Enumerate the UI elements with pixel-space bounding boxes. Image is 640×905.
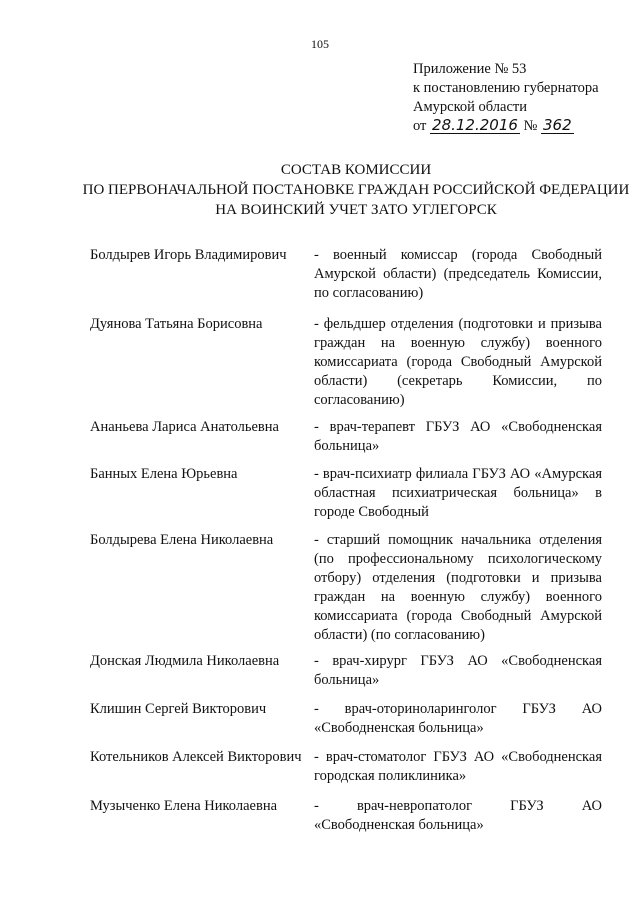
- member-role: - врач-хирург ГБУЗ АО «Свободненская больница»: [314, 653, 602, 688]
- appendix-line-1: Приложение № 53: [413, 61, 527, 77]
- appendix-line-3: Амурской области: [413, 99, 527, 115]
- member-name: Банных Елена Юрьевна: [90, 466, 238, 482]
- appendix-line-2: к постановлению губернатора: [413, 80, 599, 96]
- member-row: [90, 465, 602, 531]
- commission-members-list: [90, 246, 602, 837]
- member-role: - врач-невропатолог ГБУЗ АО «Свободненская больница»: [314, 798, 602, 833]
- member-name: Дуянова Татьяна Борисовна: [90, 316, 263, 332]
- title-line-1: СОСТАВ КОМИССИИ: [280, 162, 432, 178]
- member-row: [90, 246, 602, 315]
- member-name: Ананьева Лариса Анатольевна: [90, 419, 279, 435]
- member-role: - врач-психиатр филиала ГБУЗ АО «Амурская областная психиатрическая больница» в городе Свободный: [314, 466, 602, 520]
- member-name: Клишин Сергей Викторович: [90, 701, 267, 717]
- number-label: №: [523, 118, 538, 134]
- member-role: - старший помощник начальника отделения (по профессиональному психологическому отбору) отделения (подготовки и призыва граждан на военную службу) военного комиссариата (города Свободный Амурской области) (по согласованию): [314, 532, 602, 643]
- member-name: Котельников Алексей Викторович: [90, 749, 302, 765]
- appendix-date-row: [413, 117, 599, 136]
- member-role: - фельдшер отделения (подготовки и призыва граждан на военную службу) военного комиссариата (города Свободный Амурской области) (секретарь Комиссии, по согласованию): [314, 316, 602, 408]
- page-number: 105: [311, 37, 329, 51]
- member-role: - врач-стоматолог ГБУЗ АО «Свободненская городская поликлиника»: [314, 749, 602, 784]
- title-line-2: ПО ПЕРВОНАЧАЛЬНОЙ ПОСТАНОВКЕ ГРАЖДАН РОССИЙСКОЙ ФЕДЕРАЦИИ: [82, 182, 630, 198]
- document-title: [0, 160, 640, 220]
- member-row: [90, 315, 602, 418]
- member-role: - военный комиссар (города Свободный Амурской области) (председатель Комиссии, по согласованию): [314, 247, 602, 301]
- member-name: Музыченко Елена Николаевна: [90, 798, 278, 814]
- member-role: - врач-терапевт ГБУЗ АО «Свободненская больница»: [314, 419, 602, 454]
- member-row: [90, 652, 602, 700]
- handwritten-date: 28.12.2016: [432, 116, 518, 134]
- title-line-3: НА ВОИНСКИЙ УЧЕТ ЗАТО УГЛЕГОРСК: [215, 202, 497, 218]
- member-name: Болдырев Игорь Владимирович: [90, 247, 287, 263]
- member-row: [90, 748, 602, 797]
- member-name: Донская Людмила Николаевна: [90, 653, 280, 669]
- handwritten-number: 362: [543, 116, 572, 134]
- date-prefix: от: [413, 118, 427, 134]
- member-role: - врач-оториноларинголог ГБУЗ АО «Свободненская больница»: [314, 701, 602, 736]
- member-row: [90, 531, 602, 652]
- member-row: [90, 797, 602, 837]
- appendix-block: [413, 60, 599, 136]
- member-row: [90, 418, 602, 465]
- member-name: Болдырева Елена Николаевна: [90, 532, 274, 548]
- member-row: [90, 700, 602, 748]
